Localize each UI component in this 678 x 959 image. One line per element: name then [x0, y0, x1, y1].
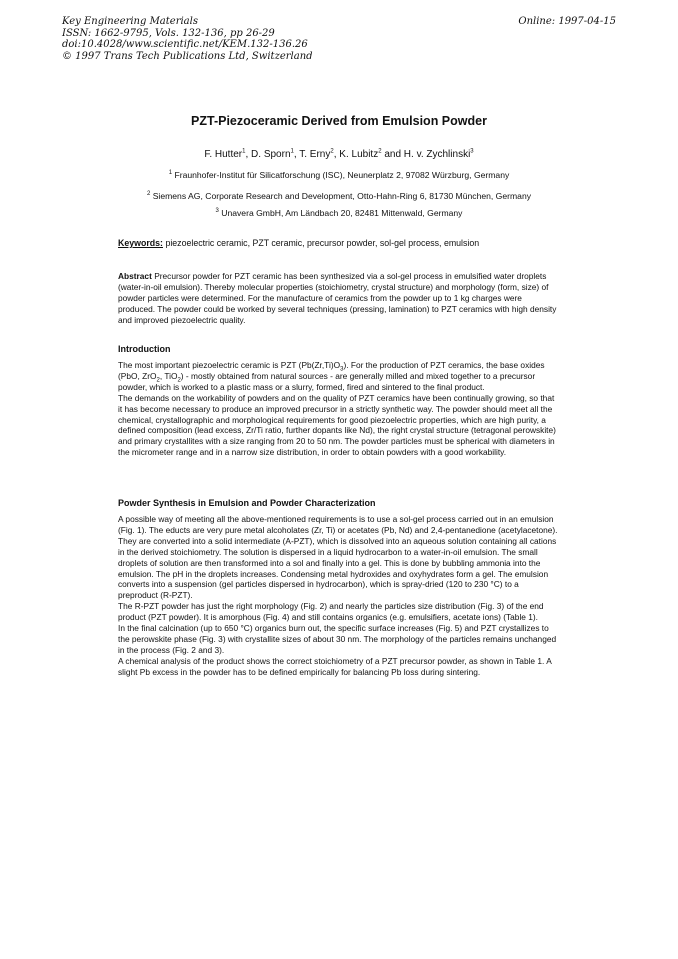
citation-header	[62, 16, 313, 62]
author-affiliation-mark: 3	[470, 148, 474, 155]
section-heading-introduction: Introduction	[118, 344, 171, 354]
online-date: Online: 1997-04-15	[518, 16, 616, 27]
author-name: K. Lubitz	[339, 149, 379, 160]
author-name: T. Erny	[299, 149, 331, 160]
keywords	[118, 238, 560, 248]
author-affiliation-mark: 2	[378, 148, 382, 155]
paragraph: The most important piezoelectric ceramic is PZT $(Pb(Zr,Ti)O_3)$. For the production of PZT ceramics, the base oxides (PbO, ZrO$_2$, TiO$_2$) - mostly obtained from natural sources - are generally milled and mixed together to a precursor powder, which is worked to a plastic mass or a slurry, formed, fired and sintered to the final product.	[118, 360, 545, 392]
paragraph: In the final calcination (up to 650 °C) organics burn out, the specific surface increases (Fig. 5) and PZT crystallizes to the perowskite phase (Fig. 3) with crystallite sizes of about 30 nm. The morphology of the particles remains unchanged in the process (Fig. 2 and 3).	[118, 623, 557, 655]
abstract-label: Abstract	[118, 271, 152, 281]
affiliation-3: $^3$ Unavera GmbH, Am Ländbach 20, 82481 Mittenwald, Germany	[215, 208, 463, 218]
paragraph: A possible way of meeting all the above-mentioned requirements is to use a sol-gel process carried out in an emulsion (Fig. 1). The educts are very pure metal alcoholates (Zr, Ti) or acetates (Pb, Nd) and 2,4-pentanedione (acetylacetone). They are converted into a solid intermediate (A-PZT), which is dissolved into an aqueous solution containing all cations in the derived stoichiometry. The solution is dispersed in a liquid hydrocarbon to a water-in-oil emulsion. The small droplets of solution are then transformed into a sol and finally into a gel. This is done by bubbling ammonia into the emulsion. The pH in the droplets increases. Condensing metal hydroxides and oxyhydrates form a gel. The emulsion converts into a suspension (gel particles dispersed in hydrocarbon), which is spray-dried (120 to 230 °C) to a preproduct (R-PZT).	[118, 514, 558, 601]
abstract-text: Precursor powder for PZT ceramic has been synthesized via a sol-gel process in emulsified water droplets (water-in-oil emulsion). Thereby molecular properties (stoichiometry, crystal structure) and morphology (form, size) of powder particles were determined. For the manufacture of ceramics from the powder up to 1 kg charges were produced. The powder could be worked by several techniques (pressing, lamination) to PZT ceramics with high density and improved piezoelectric quality.	[118, 271, 557, 325]
author-name: H. v. Zychlinski	[403, 149, 471, 160]
paragraph: The R-PZT powder has just the right morphology (Fig. 2) and nearly the particles size distribution (Fig. 3) of the end product (PZT powder). It is amorphous (Fig. 4) and still contains organics (e.g. emulsifiers, acetate ions) (Table 1).	[118, 601, 544, 623]
keywords-text: piezoelectric ceramic, PZT ceramic, precursor powder, sol-gel process, emulsion	[165, 238, 480, 248]
keywords-label: Keywords:	[118, 238, 163, 248]
paper-title: PZT-Piezoceramic Derived from Emulsion Powder	[191, 114, 487, 128]
issn-line: ISSN: 1662-9795, Vols. 132-136, pp 26-29	[62, 27, 275, 39]
affiliation-2: $^2$ Siemens AG, Corporate Research and Development, Otto-Hahn-Ring 6, 81730 München, Germany	[146, 191, 532, 201]
abstract	[118, 271, 560, 326]
copyright-line: © 1997 Trans Tech Publications Ltd, Switzerland	[62, 50, 313, 62]
author-list: F. Hutter$^1$, D. Sporn$^1$, T. Erny$^2$, K. Lubitz$^2$ and H. v. Zychlinski$^3$	[204, 148, 474, 160]
synthesis-body	[118, 514, 560, 678]
author-affiliation-mark: 1	[242, 148, 246, 155]
author-name: F. Hutter	[204, 149, 243, 160]
affiliation-1: $^1$ Fraunhofer-Institut für Silicatforschung (ISC), Neunerplatz 2, 97082 Würzburg, Germany	[168, 170, 510, 180]
author-affiliation-mark: 2	[330, 148, 334, 155]
author-name: D. Sporn	[251, 149, 291, 160]
section-heading-synthesis: Powder Synthesis in Emulsion and Powder Characterization	[118, 498, 376, 508]
doi-line: doi:10.4028/www.scientific.net/KEM.132-136.26	[62, 39, 308, 50]
paragraph: A chemical analysis of the product shows the correct stoichiometry of a PZT precursor powder, as shown in Table 1. A slight Pb excess in the powder has to be defined empirically for balancing Pb loss during sintering.	[118, 655, 552, 677]
author-affiliation-mark: 1	[290, 148, 294, 155]
introduction-body	[118, 360, 560, 458]
journal-name: Key Engineering Materials	[62, 16, 198, 27]
paragraph: The demands on the workability of powders and on the quality of PZT ceramics have been continually growing, so that it has become necessary to produce an improved precursor in a strictly synthetic way. The powder should meet all the chemical, crystallographic and morphological requirements for good piezoelectric properties, which are high purity, a defined composition (lead excess, Zr/Ti ratio, further dopants like Nd), the right crystal structure (tetragonal perowskite) and primary crystallites with a size ranging from 20 to 50 nm. The powder particles must be spherical with diameters in the micrometer range and in a narrow size distribution, in order to obtain powders with a good workability.	[118, 392, 556, 458]
